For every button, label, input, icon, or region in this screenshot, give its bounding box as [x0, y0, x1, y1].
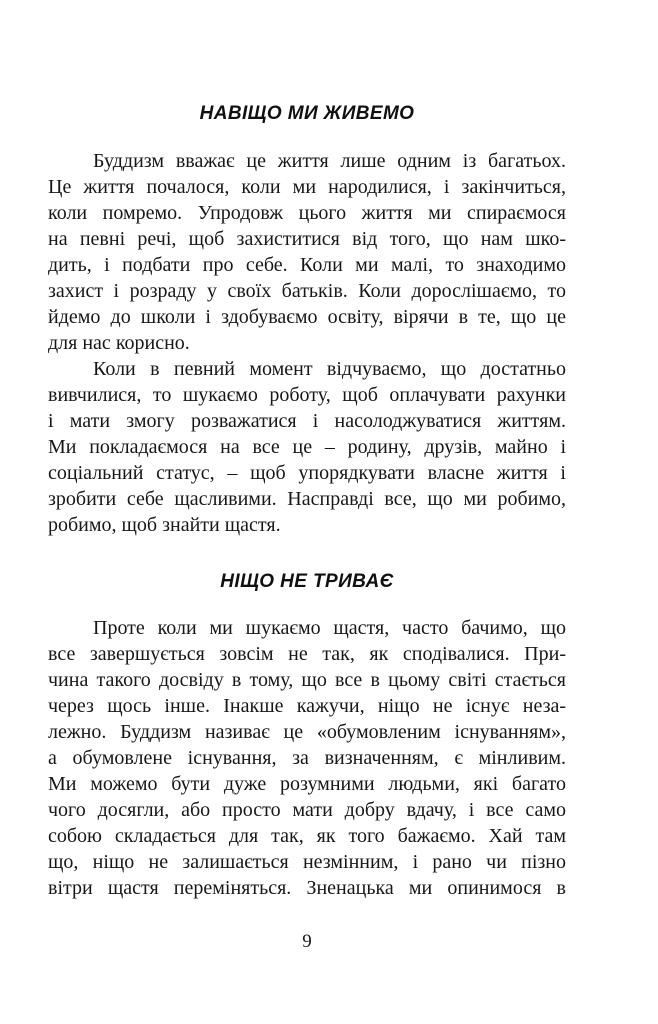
text-line: соціальний статус, – щоб упорядкувати власне життя і	[48, 462, 566, 484]
text-line: Буддизм вважає це життя лише одним із багатьох.	[93, 150, 566, 172]
text-line: робимо, щоб знайти щастя.	[48, 514, 281, 536]
text-line: на певні речі, щоб захиститися від того, що нам шко-	[48, 228, 566, 250]
paragraph	[48, 356, 566, 538]
text-line: вітри щастя переміняться. Зненацька ми опинимося в	[48, 877, 566, 899]
text-line: для нас корисно.	[48, 332, 190, 354]
page-content	[48, 0, 566, 901]
text-line: Ми покладаємося на все це – родину, друзів, майно і	[48, 436, 566, 458]
text-line: Це життя почалося, коли ми народилися, і закінчиться,	[48, 176, 566, 198]
text-line: чина такого досвіду в тому, що все в цьому світі стається	[48, 669, 566, 691]
text-line: а обумовлене існування, за визначенням, є мінливим.	[48, 747, 566, 769]
paragraph	[48, 615, 566, 901]
section-heading-why-we-live: НАВІЩО МИ ЖИВЕМО	[199, 103, 415, 124]
text-line: зробити себе щасливими. Насправді все, що ми робимо,	[48, 488, 566, 510]
text-line: і мати змогу розважатися і насолоджуватися життям.	[48, 410, 566, 432]
text-line: собою складається для так, як того бажаємо. Хай там	[48, 825, 566, 847]
text-line: захист і розраду у своїх батьків. Коли дорослішаємо, то	[48, 280, 566, 302]
text-line: що, ніщо не залишається незмінним, і рано чи пізно	[48, 851, 566, 873]
text-line: йдемо до школи і здобуваємо освіту, вірячи в те, що це	[48, 306, 566, 328]
text-line: все завершується зовсім не так, як сподівалися. При-	[48, 643, 566, 665]
text-line: коли помремо. Упродовж цього життя ми спираємося	[48, 202, 566, 224]
text-line: Ми можемо бути дуже розумними людьми, які багато	[48, 773, 566, 795]
text-line: Коли в певний момент відчуваємо, що достатньо	[93, 358, 566, 380]
text-line: дить, і подбати про себе. Коли ми малі, то знаходимо	[48, 254, 566, 276]
text-line: чого досягли, або просто мати добру вдачу, і все само	[48, 799, 566, 821]
text-line: через щось інше. Інакше кажучи, ніщо не існує неза-	[48, 695, 566, 717]
paragraph	[48, 148, 566, 356]
text-line: Проте коли ми шукаємо щастя, часто бачимо, що	[93, 617, 566, 639]
page-number: 9	[302, 931, 312, 952]
text-line: лежно. Буддизм називає це «обумовленим існуванням»,	[48, 721, 566, 743]
text-line: вивчилися, то шукаємо роботу, щоб оплачувати рахунки	[48, 384, 566, 406]
section-heading-nothing-lasts: НІЩО НЕ ТРИВАЄ	[220, 571, 394, 592]
